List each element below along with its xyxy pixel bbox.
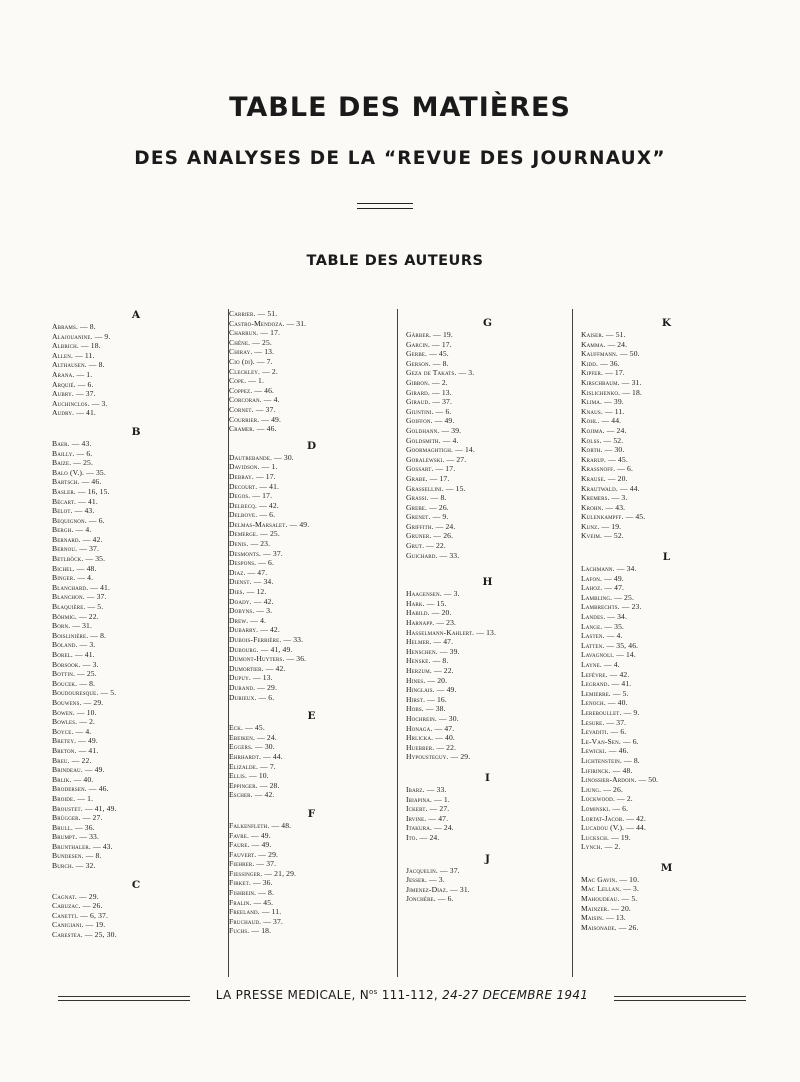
author-entry: Firket. — 36. bbox=[229, 878, 273, 888]
footer-rule-right bbox=[614, 996, 746, 1001]
author-entry: Kulenkampff. — 45. bbox=[581, 512, 646, 522]
block-spacer bbox=[406, 843, 569, 853]
author-entry: Grassellini. — 15. bbox=[406, 483, 466, 493]
author-entry: Eggers. — 30. bbox=[229, 742, 275, 752]
author-entry: Le-Van-Sen. — 6. bbox=[581, 736, 639, 746]
author-entry: Cio (di). — 7. bbox=[229, 356, 273, 366]
author-entry: Despons. — 6. bbox=[229, 558, 275, 568]
author-entry: Corcoran. — 4. bbox=[229, 395, 280, 405]
author-entry: Lockwood. — 2. bbox=[581, 794, 633, 804]
author-entry: Chêne. — 25. bbox=[229, 337, 272, 347]
block-spacer bbox=[581, 309, 752, 317]
author-entry: Eppinger. — 28. bbox=[229, 780, 280, 790]
author-entry: Delmas-Marsalet. — 49. bbox=[229, 519, 310, 529]
author-entry: Kamma. — 24. bbox=[581, 339, 628, 349]
author-entry: Drew. — 4. bbox=[229, 615, 267, 625]
author-entry: Lasten. — 4. bbox=[581, 631, 623, 641]
author-entry: Favre. — 49. bbox=[229, 830, 271, 840]
author-entry: Belot. — 43. bbox=[52, 506, 95, 516]
author-entry: Knaus. — 11. bbox=[581, 406, 625, 416]
author-entry: Lahoz. — 47. bbox=[581, 583, 625, 593]
author-entry: Jacquelin. — 37. bbox=[406, 865, 460, 875]
author-entry: Habild. — 20. bbox=[406, 608, 452, 618]
author-entry: Jesser. — 3. bbox=[406, 875, 445, 885]
author-entry: Kirschbaum. — 31. bbox=[581, 377, 642, 387]
author-entry: Gruner. — 26. bbox=[406, 531, 454, 541]
letter-heading: H bbox=[482, 576, 493, 589]
author-entry: Ljung. — 26. bbox=[581, 784, 623, 794]
author-entry: Ibiapina. — 1. bbox=[406, 794, 450, 804]
author-entry: Gerson. — 8. bbox=[406, 358, 449, 368]
author-entry: Bichel. — 48. bbox=[52, 563, 97, 573]
author-entry: Bowen. — 10. bbox=[52, 707, 97, 717]
author-entry: Faure. — 49. bbox=[229, 840, 272, 850]
author-entry: Dumont-Huyters. — 36. bbox=[229, 654, 307, 664]
author-entry: Mac Lellan. — 3. bbox=[581, 884, 640, 894]
author-entry: Böhmig. — 22. bbox=[52, 611, 99, 621]
author-entry: Fishbein. — 8. bbox=[229, 888, 275, 898]
author-entry: Blanchon. — 37. bbox=[52, 592, 107, 602]
author-entry: Dubois-Ferrière. — 33. bbox=[229, 635, 304, 644]
author-entry: Fiehrer. — 37. bbox=[229, 859, 277, 869]
author-entry: Cramer. — 46. bbox=[229, 424, 277, 434]
author-entry: Harnapp. — 23. bbox=[406, 618, 457, 628]
author-entry: Charrun. — 17. bbox=[229, 328, 281, 338]
author-entry: Lenoch. — 40. bbox=[581, 698, 628, 708]
author-entry: Betlböck. — 35. bbox=[52, 554, 106, 564]
author-entry: Maisin. — 13. bbox=[581, 913, 626, 923]
author-entry: Bowles. — 2. bbox=[52, 717, 96, 727]
author-entry: Borel. — 41. bbox=[52, 650, 95, 659]
author-entry: Goldhann. — 39. bbox=[406, 425, 462, 435]
author-entry: Escher. — 42. bbox=[229, 790, 275, 800]
letter-heading: G bbox=[483, 317, 492, 329]
author-entry: Kremers. — 3. bbox=[581, 493, 628, 503]
letter-heading: A bbox=[131, 309, 141, 321]
author-entry: Honaga. — 47. bbox=[406, 723, 455, 733]
block-spacer bbox=[406, 309, 569, 317]
author-entry: Itakura. — 24. bbox=[406, 823, 454, 833]
letter-heading: B bbox=[131, 425, 141, 438]
author-entry: Kidd. — 36. bbox=[581, 358, 620, 368]
author-entry: Fuchs. — 18. bbox=[229, 926, 272, 936]
author-entry: Grut. — 22. bbox=[406, 541, 446, 551]
author-entry: Goldsmith. — 4. bbox=[406, 435, 459, 445]
author-entry: Arana. — 1. bbox=[52, 369, 93, 379]
author-entry: Basler. — 16, 15. bbox=[52, 486, 110, 496]
author-entry: Dienst. — 34. bbox=[229, 577, 274, 587]
author-entry: Denis. — 23. bbox=[229, 539, 271, 549]
block-spacer bbox=[406, 560, 569, 576]
author-entry: Kislichenko. — 18. bbox=[581, 387, 642, 397]
author-entry: Balo (V.). — 35. bbox=[52, 467, 106, 477]
author-entry: Boland. — 3. bbox=[52, 640, 96, 650]
author-entry: Castro-Mendoza. — 31. bbox=[229, 318, 307, 328]
author-entry: Lereboullet. — 9. bbox=[581, 707, 640, 717]
author-entry: Broustet. — 41, 49. bbox=[52, 803, 117, 813]
author-column-3 bbox=[397, 309, 569, 977]
author-entry: Krohn. — 43. bbox=[581, 502, 626, 512]
author-entry: Hypousteguy. — 29. bbox=[406, 752, 471, 762]
author-entry: Dupuy. — 13. bbox=[229, 673, 273, 683]
author-entry: Gärber. — 19. bbox=[406, 330, 453, 339]
author-entry: Dubarry. — 42. bbox=[229, 625, 280, 635]
author-entry: Geza de Takats. — 3. bbox=[406, 368, 475, 378]
author-entry: Lominski. — 6. bbox=[581, 803, 629, 813]
author-entry: Latten. — 35, 46. bbox=[581, 640, 639, 650]
author-entry: Demerge. — 25. bbox=[229, 529, 280, 539]
author-entry: Kipfer. — 17. bbox=[581, 368, 625, 378]
author-entry: Hines. — 20. bbox=[406, 675, 448, 685]
author-entry: Mahoudeau. — 5. bbox=[581, 894, 638, 904]
author-entry: Lachmann. — 34. bbox=[581, 564, 637, 574]
author-entry: Bequignon. — 6. bbox=[52, 515, 105, 525]
author-entry: Kohl. — 44. bbox=[581, 416, 622, 426]
author-entry: Delbove. — 6. bbox=[229, 510, 276, 520]
author-entry: Audry. — 41. bbox=[52, 408, 96, 418]
letter-heading: C bbox=[131, 878, 141, 891]
author-entry: Dumortier. — 42. bbox=[229, 663, 286, 673]
author-entry: Kunz. — 19. bbox=[581, 521, 622, 531]
author-entry: Krautwald. — 44. bbox=[581, 483, 640, 493]
letter-heading: K bbox=[661, 317, 672, 329]
author-entry: Ehrhardt. — 44. bbox=[229, 751, 283, 761]
author-entry: Binger. — 4. bbox=[52, 573, 94, 583]
author-entry: Bartsch. — 46. bbox=[52, 477, 102, 487]
author-entry: Hobs. — 38. bbox=[406, 704, 446, 714]
author-entry: Ebeiken. — 24. bbox=[229, 732, 277, 742]
author-entry: Born. — 31. bbox=[52, 621, 93, 631]
author-entry: Herzum. — 22. bbox=[406, 666, 454, 675]
author-entry: Haagensen. — 3. bbox=[406, 589, 460, 599]
author-entry: Dubourg. — 41, 49. bbox=[229, 644, 293, 654]
author-entry: Maisonade. — 26. bbox=[581, 922, 639, 932]
author-entry: Lifirinck. — 48. bbox=[581, 765, 633, 775]
author-column-2 bbox=[228, 309, 394, 977]
author-entry: Helmer. — 47. bbox=[406, 637, 454, 647]
author-entry: Goormaghtigh. — 14. bbox=[406, 445, 475, 455]
block-spacer bbox=[406, 762, 569, 772]
author-entry: Jimenez-Diaz. — 31. bbox=[406, 884, 470, 894]
author-entry: Hasselmann-Kahlert. — 13. bbox=[406, 627, 497, 637]
letter-heading: D bbox=[306, 439, 317, 452]
author-entry: Mac Gavin. — 10. bbox=[581, 874, 640, 884]
author-entry: Ickert. — 27. bbox=[406, 804, 450, 814]
author-entry: Lesure. — 37. bbox=[581, 717, 627, 727]
author-entry: Breton. — 41. bbox=[52, 745, 99, 755]
author-entry: Henske. — 8. bbox=[406, 656, 449, 666]
author-entry: Bécart. — 41. bbox=[52, 496, 98, 506]
author-entry: Courrier. — 49. bbox=[229, 414, 282, 424]
author-entry: Grabe. — 17. bbox=[406, 473, 450, 483]
author-entry: Falkenfleth. — 48. bbox=[229, 820, 292, 830]
author-entry: Levaditi. — 6. bbox=[581, 727, 627, 737]
author-entry: Cagnat. — 29. bbox=[52, 891, 99, 901]
author-entry: Dobyns. — 3. bbox=[229, 606, 273, 616]
author-entry: Lichtenstein. — 8. bbox=[581, 755, 640, 765]
author-entry: Hinglais. — 49. bbox=[406, 685, 457, 695]
author-entry: Korth. — 30. bbox=[581, 445, 625, 455]
author-entry: Albrich. — 18. bbox=[52, 341, 101, 351]
author-entry: Broide. — 1. bbox=[52, 793, 94, 803]
author-entry: Landes. — 34. bbox=[581, 612, 628, 622]
author-entry: Lucadou (V.). — 44. bbox=[581, 823, 647, 833]
author-entry: Delbecq. — 42. bbox=[229, 500, 279, 510]
author-entry: Durand. — 29. bbox=[229, 682, 277, 692]
block-spacer bbox=[581, 852, 752, 862]
author-entry: Gossart. — 17. bbox=[406, 464, 456, 474]
author-entry: Alajouanine. — 9. bbox=[52, 331, 111, 341]
author-entry: Baer. — 43. bbox=[52, 438, 92, 448]
author-entry: Brügger. — 27. bbox=[52, 813, 103, 823]
author-entry: Lange. — 35. bbox=[581, 621, 625, 631]
author-entry: Girard. — 13. bbox=[406, 387, 452, 397]
author-entry: Bernou. — 37. bbox=[52, 544, 100, 554]
author-entry: Fiessinger. — 21, 29. bbox=[229, 868, 297, 878]
author-entry: Kolss. — 52. bbox=[581, 435, 624, 445]
author-entry: Lafon. — 49. bbox=[581, 573, 624, 583]
author-entry: Goralewski. — 27. bbox=[406, 454, 467, 464]
author-entry: Grassi. — 8. bbox=[406, 493, 447, 503]
author-entry: Krause. — 20. bbox=[581, 473, 628, 483]
author-entry: Brindeau. — 49. bbox=[52, 765, 105, 775]
author-entry: Huebber. — 22. bbox=[406, 742, 457, 752]
author-entry: Blanchard. — 41. bbox=[52, 582, 111, 592]
author-entry: Giraud. — 37. bbox=[406, 397, 453, 407]
author-entry: Althausen. — 8. bbox=[52, 360, 105, 370]
author-entry: Hark. — 15. bbox=[406, 598, 447, 608]
author-entry: Goiffon. — 49. bbox=[406, 416, 455, 426]
letter-heading: M bbox=[660, 861, 673, 874]
author-entry: Bouwens. — 29. bbox=[52, 697, 104, 707]
author-column-1 bbox=[52, 309, 220, 977]
author-entry: Irvine. — 47. bbox=[406, 813, 449, 823]
block-spacer bbox=[52, 418, 220, 426]
author-entry: Debray. — 17. bbox=[229, 471, 276, 481]
author-entry: Lortat-Jacob. — 42. bbox=[581, 813, 647, 823]
author-entry: Hochrein. — 30. bbox=[406, 713, 459, 723]
author-entry: Chiray. — 13. bbox=[229, 347, 275, 357]
author-entry: Coppez. — 46. bbox=[229, 385, 275, 395]
author-entry: Canigiani. — 19. bbox=[52, 920, 106, 930]
letter-heading: I bbox=[485, 771, 490, 784]
author-entry: Klima. — 39. bbox=[581, 397, 624, 407]
author-entry: Bundesen. — 8. bbox=[52, 851, 102, 861]
letter-heading: E bbox=[307, 710, 316, 723]
author-entry: Brlik. — 40. bbox=[52, 774, 94, 784]
author-entry: Lynch. — 2. bbox=[581, 842, 621, 852]
author-entry: Ito. — 24. bbox=[406, 832, 440, 842]
author-entry: Brumpt. — 33. bbox=[52, 832, 100, 842]
author-entry: Kveim. — 52. bbox=[581, 531, 624, 541]
author-entry: Bretey. — 49. bbox=[52, 736, 98, 746]
author-entry: Boudouresque. — 5. bbox=[52, 688, 117, 698]
author-entry: Bergh. — 4. bbox=[52, 525, 92, 535]
section-title: TABLE DES AUTEURS bbox=[306, 253, 484, 269]
footer-rule-left bbox=[58, 996, 190, 1001]
author-entry: Arquié. — 6. bbox=[52, 379, 94, 389]
author-entry: Elizalde. — 7. bbox=[229, 761, 276, 771]
author-entry: Doady. — 42. bbox=[229, 596, 274, 606]
author-entry: Krassnoff. — 6. bbox=[581, 464, 634, 474]
author-entry: Gerbe. — 45. bbox=[406, 349, 449, 359]
author-entry: Boyce. — 4. bbox=[52, 726, 92, 736]
author-entry: Lefèvre. — 42. bbox=[581, 669, 630, 679]
author-entry: Boislinière. — 8. bbox=[52, 630, 107, 640]
author-entry: Dies. — 12. bbox=[229, 587, 267, 597]
author-entry: Cabuzac. — 26. bbox=[52, 901, 103, 911]
author-entry: Lambrechts. — 23. bbox=[581, 602, 642, 612]
footer-number-sup: os bbox=[369, 988, 378, 996]
author-entry: Blaquière. — 5. bbox=[52, 602, 104, 612]
author-entry: Dautrebande. — 30. bbox=[229, 452, 294, 462]
author-entry: Aubry. — 37. bbox=[52, 389, 96, 399]
author-entry: Diaz. — 47. bbox=[229, 567, 268, 577]
author-entry: Lemierre. — 5. bbox=[581, 688, 629, 698]
author-entry: Grebe. — 26. bbox=[406, 502, 449, 512]
author-entry: Kaiser. — 51. bbox=[581, 330, 626, 339]
author-entry: Bottin. — 25. bbox=[52, 669, 97, 679]
footer-journal: LA PRESSE MEDICALE, N bbox=[215, 988, 370, 1002]
page-subtitle: DES ANALYSES DE LA “REVUE DES JOURNAUX” bbox=[134, 148, 666, 169]
author-entry: Bernard. — 42. bbox=[52, 534, 103, 544]
author-column-4 bbox=[572, 309, 752, 977]
author-entry: Decourt. — 41. bbox=[229, 481, 280, 491]
footer-date: 24-27 DECEMBRE 1941 bbox=[442, 988, 589, 1002]
page-title: TABLE DES MATIÈRES bbox=[229, 92, 571, 123]
author-entry: Hrlicka. — 40. bbox=[406, 733, 455, 743]
author-entry: Layne. — 4. bbox=[581, 660, 620, 669]
author-entry: Legrand. — 41. bbox=[581, 679, 632, 689]
author-entry: Lewicki. — 46. bbox=[581, 746, 629, 756]
author-entry: Brull. — 36. bbox=[52, 822, 95, 832]
block-spacer bbox=[52, 871, 220, 879]
author-entry: Durieux. — 6. bbox=[229, 692, 275, 702]
title-double-rule bbox=[357, 203, 413, 209]
author-entry: Garcin. — 17. bbox=[406, 339, 452, 349]
author-entry: Cleckley. — 2. bbox=[229, 366, 278, 376]
author-entry: Breu. — 22. bbox=[52, 755, 92, 765]
author-entry: Cope. — 1. bbox=[229, 376, 264, 386]
author-entry: Cornet. — 37. bbox=[229, 404, 276, 414]
author-entry: Griffith. — 24. bbox=[406, 521, 456, 531]
author-entry: Mainzer. — 20. bbox=[581, 903, 631, 913]
author-entry: Linossier-Ardoin. — 50. bbox=[581, 775, 659, 785]
author-entry: Abrams. — 8. bbox=[52, 322, 96, 331]
author-entry: Brodersen. — 46. bbox=[52, 784, 109, 794]
footer-issue: 111-112, bbox=[381, 988, 439, 1002]
block-spacer bbox=[229, 702, 394, 710]
author-entry: Degos. — 17. bbox=[229, 491, 273, 501]
author-entry: Carrier. — 51. bbox=[229, 309, 278, 318]
author-entry: Lambling. — 25. bbox=[581, 592, 635, 602]
author-entry: Brunthaler. — 43. bbox=[52, 841, 113, 851]
author-entry: Guichard. — 33. bbox=[406, 550, 460, 560]
footer-citation bbox=[198, 988, 606, 1002]
author-entry: Lucksch. — 19. bbox=[581, 832, 631, 842]
author-entry: Allen. — 11. bbox=[52, 350, 95, 360]
page-footer bbox=[58, 988, 746, 1008]
author-entry: Gibbon. — 2. bbox=[406, 377, 448, 387]
author-entry: Freeland. — 11. bbox=[229, 907, 282, 917]
block-spacer bbox=[229, 800, 394, 808]
author-entry: Fauvert. — 29. bbox=[229, 849, 279, 859]
author-entry: Fruchaud. — 37. bbox=[229, 916, 283, 926]
author-entry: Desmonts. — 37. bbox=[229, 548, 283, 558]
letter-heading: F bbox=[307, 807, 316, 820]
author-entry: Eck. — 45. bbox=[229, 723, 265, 733]
author-entry: Kauffmann. — 50. bbox=[581, 349, 640, 359]
author-entry: Carestea. — 25, 30. bbox=[52, 930, 117, 940]
author-entry: Auchinclos. — 3. bbox=[52, 398, 108, 408]
author-entry: Hirst. — 16. bbox=[406, 694, 447, 704]
author-entry: Davidson. — 1. bbox=[229, 462, 278, 472]
author-entry: Borsook. — 3. bbox=[52, 659, 99, 669]
author-entry: Bailly. — 6. bbox=[52, 448, 93, 458]
letter-heading: L bbox=[662, 551, 671, 564]
author-entry: Kojima. — 24. bbox=[581, 425, 627, 435]
letter-heading: J bbox=[485, 852, 490, 865]
author-entry: Krarup. — 45. bbox=[581, 454, 628, 464]
author-entry: Jonchère. — 6. bbox=[406, 894, 454, 904]
author-entry: Giuntini. — 6. bbox=[406, 406, 452, 416]
author-entry: Henschen. — 39. bbox=[406, 646, 460, 656]
author-entry: Canetti. — 6, 37. bbox=[52, 910, 109, 920]
author-entry: Lavagnoli. — 14. bbox=[581, 650, 636, 660]
author-entry: Ellis. — 10. bbox=[229, 771, 269, 781]
author-entry: Burch. — 32. bbox=[52, 861, 96, 871]
author-entry: Baize. — 25. bbox=[52, 458, 94, 468]
author-entry: Boucek. — 8. bbox=[52, 678, 96, 688]
block-spacer bbox=[581, 541, 752, 551]
author-entry: Grenet. — 9. bbox=[406, 512, 449, 522]
author-entry: Fralin. — 45. bbox=[229, 897, 274, 907]
author-entry: Ibarz. — 33. bbox=[406, 784, 447, 794]
